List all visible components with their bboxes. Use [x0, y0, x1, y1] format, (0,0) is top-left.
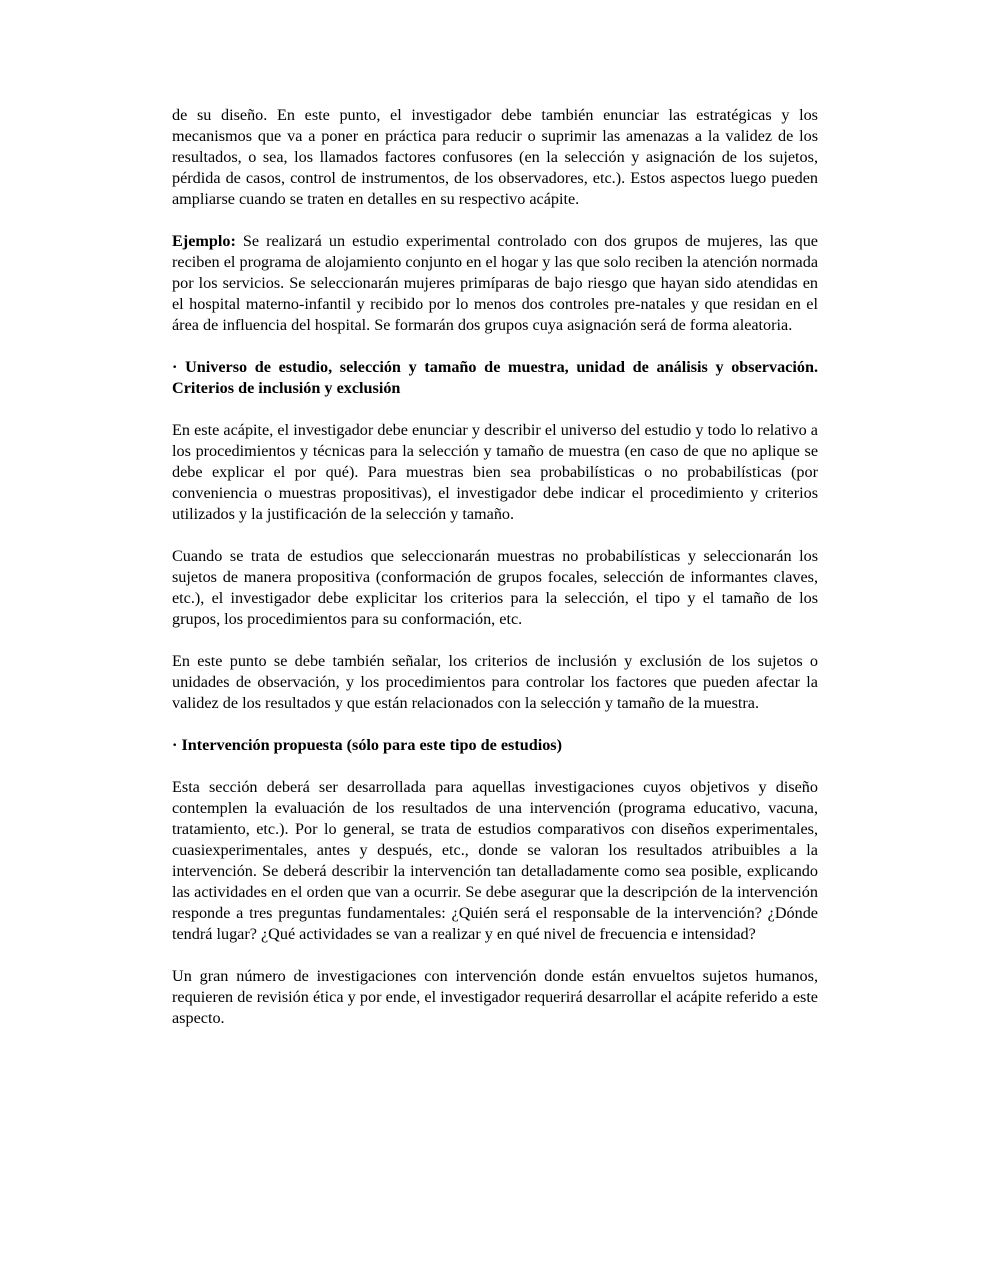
paragraph-non-probabilistic: Cuando se trata de estudios que seleccionarán muestras no probabilísticas y seleccionarán los sujetos de manera propositiva (conformación de grupos focales, selección de informantes claves, etc.), el investigador debe explicitar los criterios para la selección, el tipo y el tamaño de los grupos, los procedimientos para su conformación, etc. — [172, 547, 818, 628]
paragraph-universe-description: En este acápite, el investigador debe enunciar y describir el universo del estudio y todo lo relativo a los procedimientos y técnicas para la selección y tamaño de muestra (en caso de que no aplique se debe explicar el por qué). Para muestras bien sea probabilísticas o no probabilísticas (por conveniencia o muestras propositivas), el investigador debe indicar el procedimiento y criterios utilizados y la justificación de la selección y tamaño. — [172, 421, 818, 523]
document-page — [172, 105, 818, 1050]
example-text: Se realizará un estudio experimental controlado con dos grupos de mujeres, las que reciben el programa de alojamiento conjunto en el hogar y las que solo reciben la atención normada por los servicios. Se seleccionarán mujeres primíparas de bajo riesgo que hayan sido atendidas en el hospital materno-infantil y recibido por lo menos dos controles pre-natales y que residan en el área de influencia del hospital. Se formarán dos grupos cuya asignación será de forma aleatoria. — [172, 232, 818, 334]
section-heading-intervention: · Intervención propuesta (sólo para este tipo de estudios) — [172, 736, 563, 754]
paragraph-intervention-description: Esta sección deberá ser desarrollada para aquellas investigaciones cuyos objetivos y diseño contemplen la evaluación de los resultados de una intervención (programa educativo, vacuna, tratamiento, etc.). Por lo general, se trata de estudios comparativos con diseños experimentales, cuasiexperimentales, antes y después, etc., donde se valoran los resultados atribuibles a la intervención. Se deberá describir la intervención tan detalladamente como sea posible, explicando las actividades en el orden que van a ocurrir. Se debe asegurar que la descripción de la intervención responde a tres preguntas fundamentales: ¿Quién será el responsable de la intervención? ¿Dónde tendrá lugar? ¿Qué actividades se van a realizar y en qué nivel de frecuencia e intensidad? — [172, 778, 818, 943]
paragraph-ethical-review: Un gran número de investigaciones con intervención donde están envueltos sujetos humanos, requieren de revisión ética y por ende, el investigador requerirá desarrollar el acápite referido a este aspecto. — [172, 967, 818, 1027]
example-label: Ejemplo: — [172, 232, 236, 250]
paragraph-example — [172, 231, 818, 336]
section-heading-universe: · Universo de estudio, selección y tamaño de muestra, unidad de análisis y observación. Criterios de inclusión y exclusión — [172, 358, 818, 397]
paragraph-design-threats: de su diseño. En este punto, el investigador debe también enunciar las estratégicas y los mecanismos que va a poner en práctica para reducir o suprimir las amenazas a la validez de los resultados, o sea, los llamados factores confusores (en la selección y asignación de los sujetos, pérdida de casos, control de instrumentos, de los observadores, etc.). Estos aspectos luego pueden ampliarse cuando se traten en detalles en su respectivo acápite. — [172, 106, 818, 208]
paragraph-inclusion-criteria: En este punto se debe también señalar, los criterios de inclusión y exclusión de los sujetos o unidades de observación, y los procedimientos para controlar los factores que pueden afectar la validez de los resultados y que están relacionados con la selección y tamaño de la muestra. — [172, 652, 818, 712]
